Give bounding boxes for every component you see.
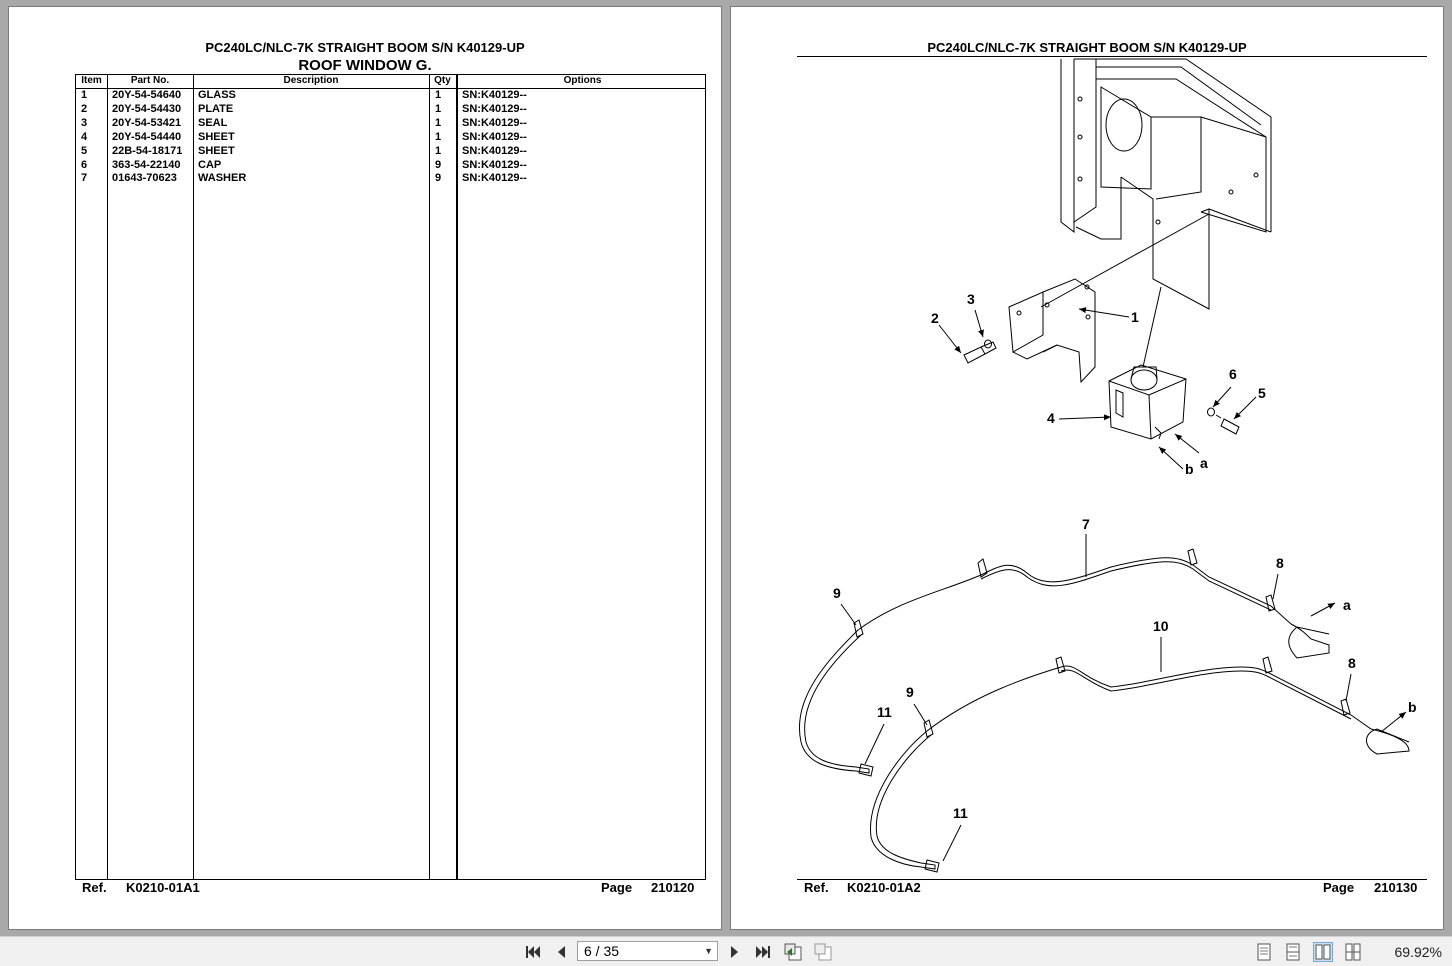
right-page	[730, 6, 1444, 930]
callout-11: 11	[877, 704, 892, 720]
table-row: 2 20Y-54-54430 PLATE 1 SN:K40129--	[81, 103, 527, 115]
callout-8: 8	[1276, 555, 1284, 571]
col-header-qty: Qty	[434, 75, 451, 86]
ref-value: K0210-01A1	[126, 880, 200, 895]
callout-2: 2	[931, 310, 939, 326]
col-header-item: Item	[81, 75, 102, 86]
ref-label: Ref.	[82, 880, 107, 895]
page-title: PC240LC/NLC-7K STRAIGHT BOOM S/N K40129-UP	[205, 40, 525, 55]
facing-icon[interactable]	[1313, 942, 1333, 962]
table-row: 7 01643-70623 WASHER 9 SN:K40129--	[81, 172, 527, 184]
callout-a2: a	[1343, 597, 1351, 613]
callout-11b: 11	[953, 805, 968, 821]
parts-table	[75, 74, 706, 880]
left-page	[8, 6, 722, 930]
previous-view-icon[interactable]	[783, 942, 803, 962]
col-header-part-no: Part No.	[130, 75, 170, 86]
page-label: Page	[1323, 880, 1355, 895]
page-number-input[interactable]: 6 / 35 ▼	[577, 941, 718, 961]
single-page-icon[interactable]	[1254, 942, 1274, 962]
callout-1: 1	[1131, 309, 1139, 325]
navigation-toolbar	[0, 936, 1452, 966]
page-title: PC240LC/NLC-7K STRAIGHT BOOM S/N K40129-UP	[927, 40, 1247, 55]
zoom-level[interactable]: 69.92%	[1394, 944, 1442, 960]
last-page-icon[interactable]	[753, 942, 773, 962]
first-page-icon[interactable]	[523, 942, 543, 962]
chevron-down-icon[interactable]: ▼	[704, 946, 713, 956]
prev-page-icon[interactable]	[551, 942, 571, 962]
page-subtitle: ROOF WINDOW G.	[298, 57, 432, 74]
callout-a: a	[1200, 455, 1208, 471]
table-row: 6 363-54-22140 CAP 9 SN:K40129--	[81, 159, 527, 171]
next-page-icon[interactable]	[725, 942, 745, 962]
callout-9b: 9	[906, 684, 914, 700]
callout-9: 9	[833, 585, 841, 601]
table-row: 5 22B-54-18171 SHEET 1 SN:K40129--	[81, 145, 527, 157]
page-label: Page	[601, 880, 633, 895]
callout-b2: b	[1408, 699, 1417, 715]
ref-label: Ref.	[804, 880, 829, 895]
col-header-description: Description	[283, 75, 339, 86]
page-number: 210120	[651, 880, 695, 895]
parts-diagram	[731, 7, 1443, 929]
callout-8b: 8	[1348, 655, 1356, 671]
callout-5: 5	[1258, 385, 1266, 401]
continuous-icon[interactable]	[1283, 942, 1303, 962]
callout-6: 6	[1229, 366, 1237, 382]
callout-7: 7	[1082, 516, 1090, 532]
page-number: 210130	[1374, 880, 1418, 895]
callout-3: 3	[967, 291, 975, 307]
callout-4: 4	[1047, 410, 1055, 426]
table-row: 4 20Y-54-54440 SHEET 1 SN:K40129--	[81, 131, 527, 143]
callout-10: 10	[1153, 618, 1169, 634]
table-row: 1 20Y-54-54640 GLASS 1 SN:K40129--	[81, 89, 527, 101]
next-view-icon[interactable]	[813, 942, 833, 962]
ref-value: K0210-01A2	[847, 880, 921, 895]
continuous-facing-icon[interactable]	[1343, 942, 1363, 962]
col-header-options: Options	[563, 75, 602, 86]
table-row: 3 20Y-54-53421 SEAL 1 SN:K40129--	[81, 117, 527, 129]
callout-b: b	[1185, 461, 1194, 477]
